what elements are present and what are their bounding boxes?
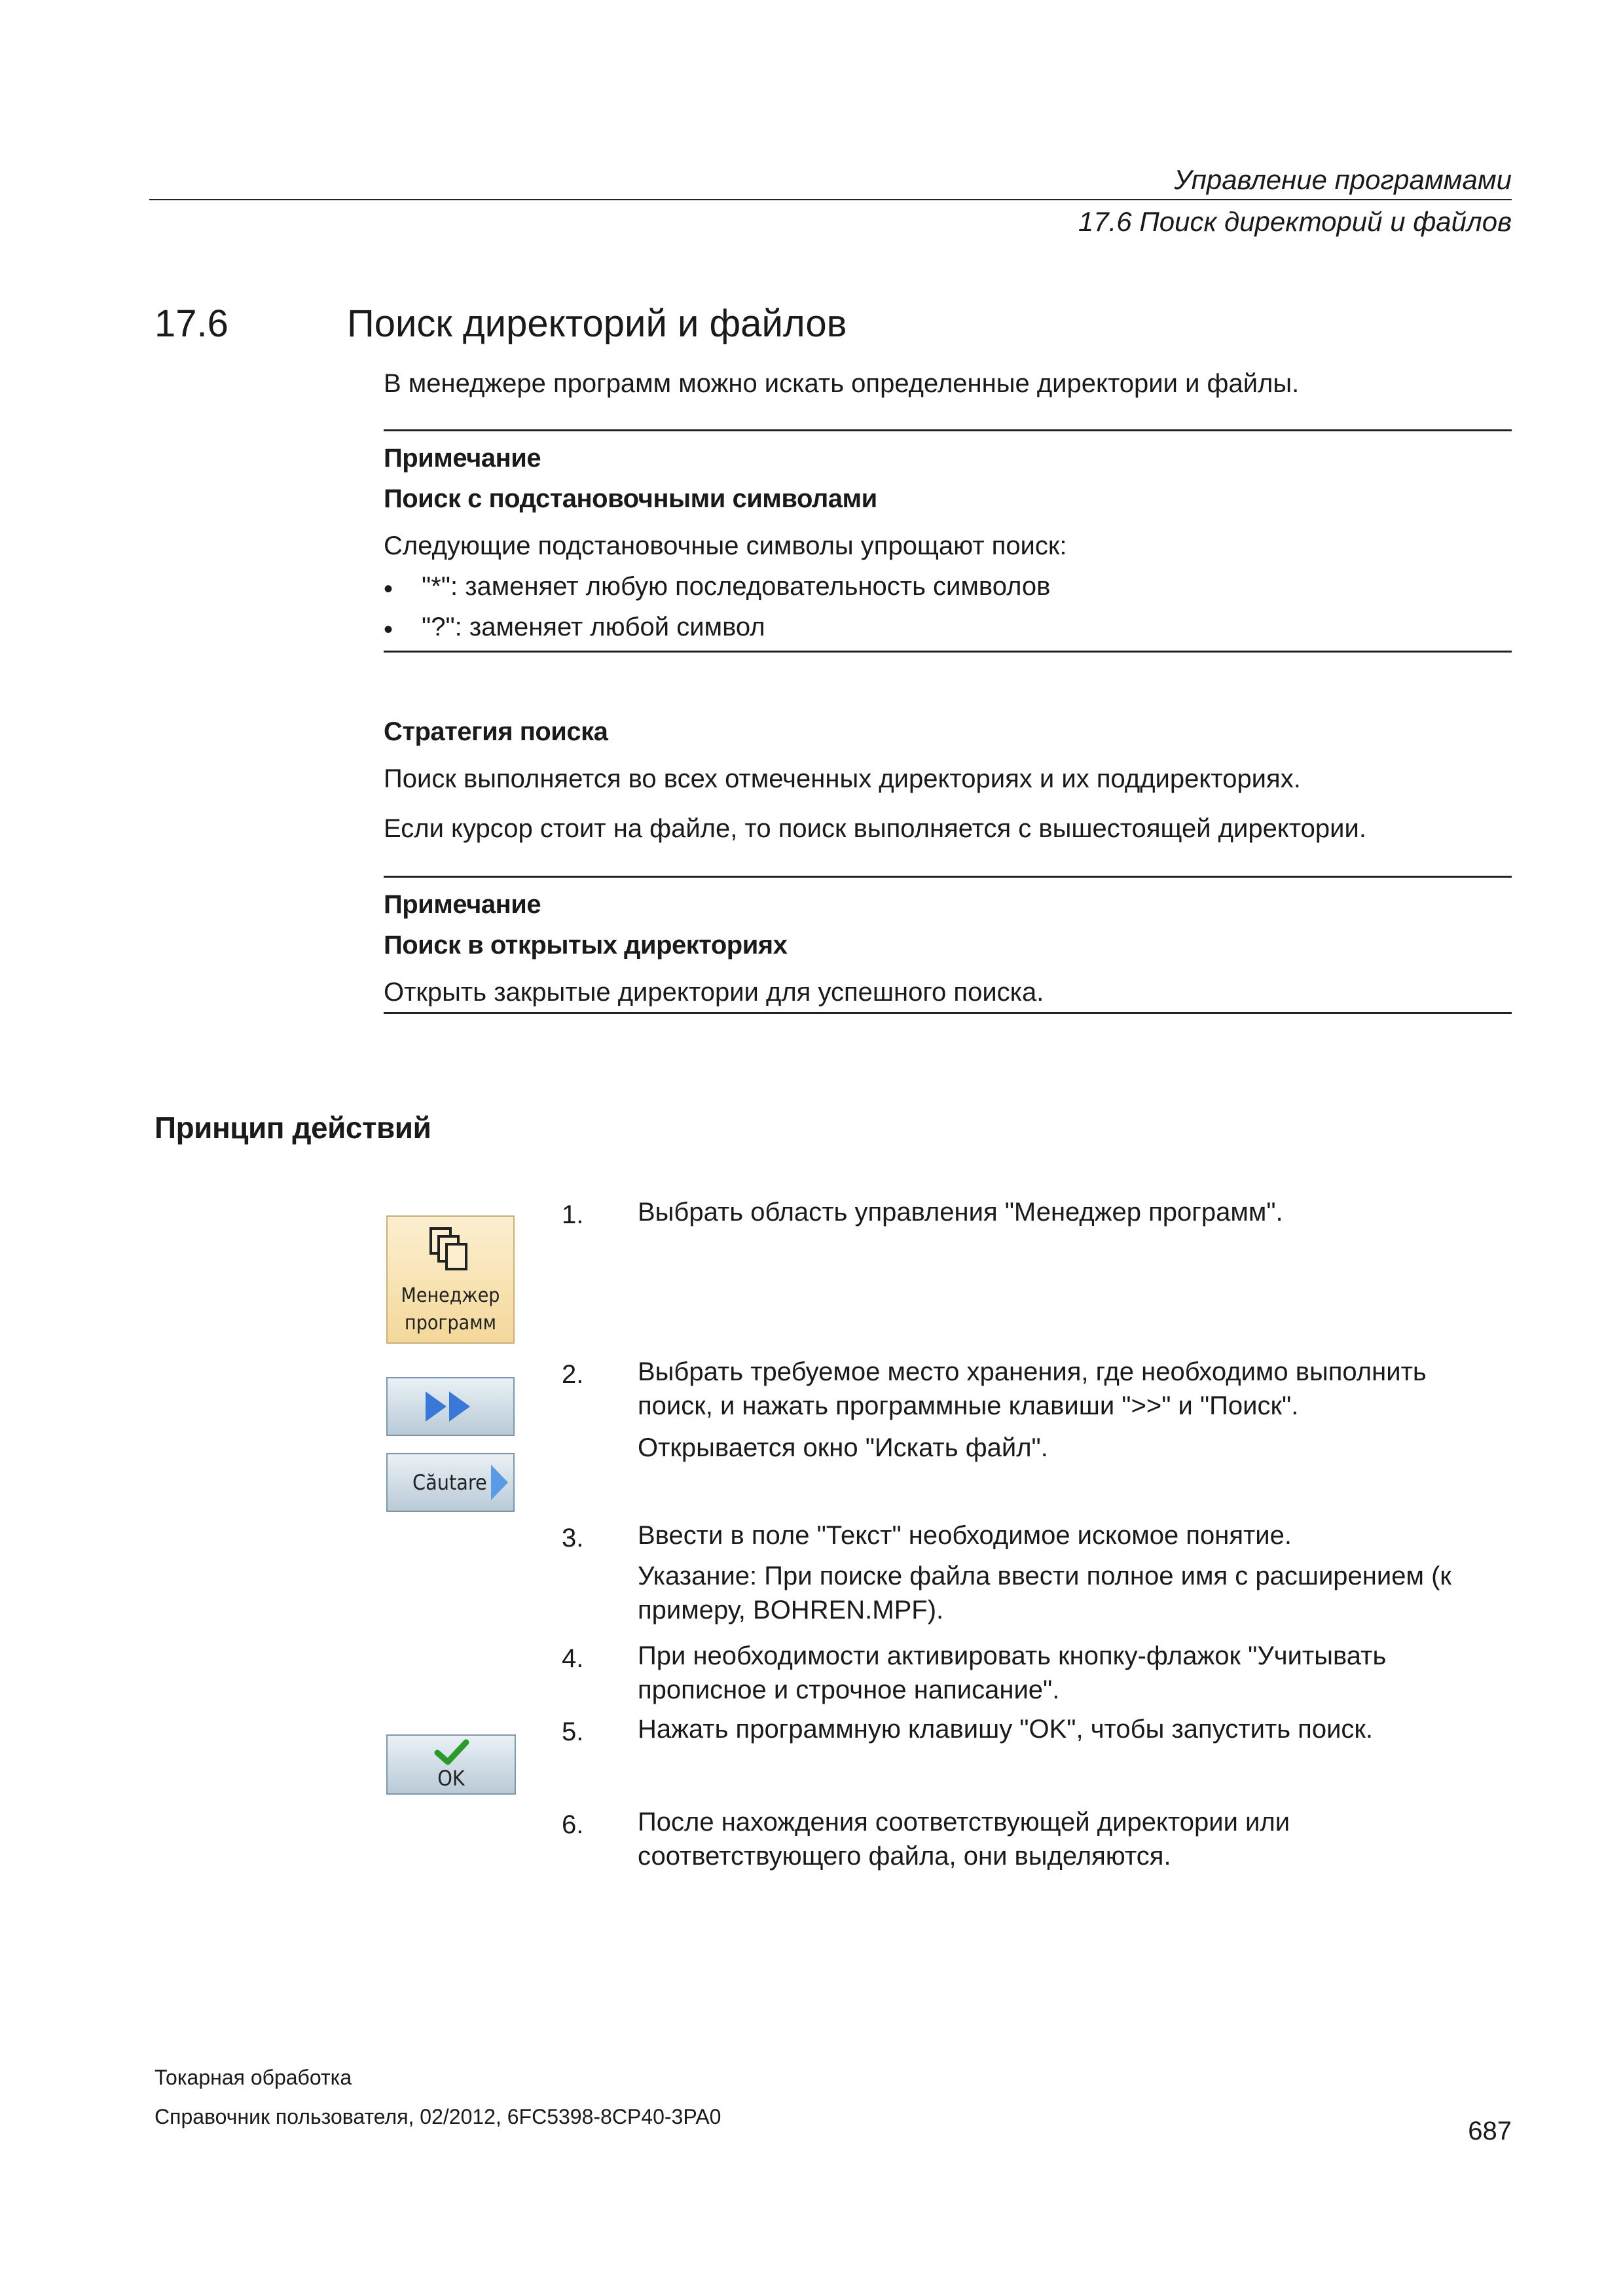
step-number: 4. (562, 1644, 584, 1673)
step-text (638, 1639, 1386, 1707)
note-rule-top (384, 876, 1512, 878)
softkey-label-line: программ (405, 1312, 496, 1335)
strategy-paragraph: Если курсор стоит на файле, то поиск выполняется с вышестоящей директории. (384, 814, 1366, 843)
step-text (638, 1355, 1427, 1423)
note-title: Поиск в открытых директориях (384, 931, 788, 960)
section-intro: В менеджере программ можно искать определенные директории и файлы. (384, 369, 1300, 398)
note-text: Открыть закрытые директории для успешного поиска. (384, 978, 1044, 1007)
section-title: Поиск директорий и файлов (347, 302, 847, 345)
step-text (638, 1195, 1283, 1229)
step-number: 6. (562, 1810, 584, 1839)
header-rule (149, 199, 1512, 200)
double-arrow-right-icon (386, 1377, 515, 1436)
step-note (638, 1559, 1451, 1627)
step-text (638, 1518, 1292, 1552)
step-text-line: Указание: При поиске файла ввести полное имя с расширением (к (638, 1562, 1451, 1590)
softkey-label-line: Менеджер (401, 1284, 500, 1307)
forward-softkey (386, 1377, 515, 1436)
softkey-label (388, 1282, 513, 1337)
step-text-line: Нажать программную клавишу "OK", чтобы запустить поиск. (638, 1715, 1374, 1744)
bullet-icon: • (384, 615, 393, 644)
note-rule-top (384, 429, 1512, 431)
footer-book-title: Токарная обработка (155, 2066, 352, 2089)
bullet-item: "?": заменяет любой символ (422, 613, 765, 641)
softkey-label: Căutare (412, 1470, 487, 1495)
note-label: Примечание (384, 890, 541, 919)
step-text-line: Выбрать требуемое место хранения, где необходимо выполнить (638, 1357, 1427, 1386)
program-manager-softkey (386, 1215, 515, 1344)
section-number: 17.6 (155, 302, 228, 345)
note-label: Примечание (384, 444, 541, 473)
strategy-paragraph: Поиск выполняется во всех отмеченных директориях и их поддиректориях. (384, 764, 1301, 793)
arrow-right-icon (486, 1453, 512, 1512)
checkmark-icon (432, 1738, 471, 1767)
step-text-line: прописное и строчное написание". (638, 1676, 1060, 1704)
step-text-line: После нахождения соответствующей директории или (638, 1808, 1290, 1837)
step-text (638, 1712, 1373, 1746)
bullet-icon: • (384, 575, 393, 603)
program-manager-icon (428, 1226, 474, 1278)
note-title: Поиск с подстановочными символами (384, 484, 877, 513)
step-text-line: Выбрать область управления "Менеджер программ". (638, 1198, 1283, 1227)
bullet-item: "*": заменяет любую последовательность символов (422, 572, 1051, 601)
step-number: 1. (562, 1200, 584, 1229)
step-text-line: Ввести в поле "Текст" необходимое искомое понятие. (638, 1521, 1292, 1550)
step-text-line: поиск, и нажать программные клавиши ">>" и "Поиск". (638, 1391, 1299, 1420)
step-number: 3. (562, 1524, 584, 1552)
note-rule-bottom (384, 1012, 1512, 1014)
step-text-line: При необходимости активировать кнопку-флажок "Учитывать (638, 1641, 1387, 1670)
note-text: Следующие подстановочные символы упрощают поиск: (384, 531, 1067, 560)
step-number: 5. (562, 1717, 584, 1746)
search-softkey (386, 1453, 515, 1512)
step-text (638, 1805, 1290, 1873)
step-note: Открывается окно "Искать файл". (638, 1433, 1048, 1462)
step-number: 2. (562, 1360, 584, 1389)
page-number: 687 (1468, 2117, 1512, 2145)
softkey-label: OK (437, 1766, 465, 1791)
step-text-line: примеру, BOHREN.MPF). (638, 1596, 944, 1624)
step-text-line: соответствующего файла, они выделяются. (638, 1842, 1171, 1871)
procedure-title: Принцип действий (155, 1111, 431, 1145)
running-header-chapter: Управление программами (1174, 164, 1512, 195)
running-header-section: 17.6 Поиск директорий и файлов (1078, 206, 1512, 237)
note-rule-bottom (384, 651, 1512, 653)
strategy-title: Стратегия поиска (384, 717, 608, 746)
footer-manual-info: Справочник пользователя, 02/2012, 6FC5398-8CP40-3PA0 (155, 2105, 721, 2128)
ok-softkey (386, 1734, 516, 1795)
